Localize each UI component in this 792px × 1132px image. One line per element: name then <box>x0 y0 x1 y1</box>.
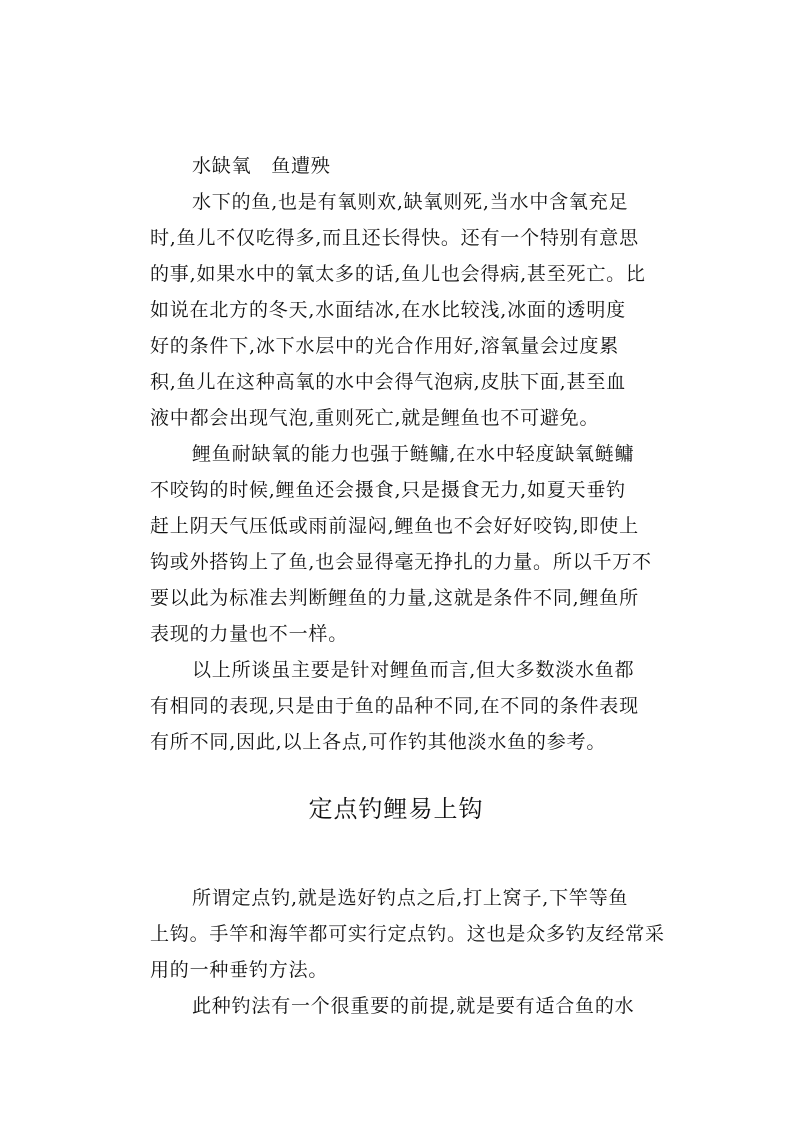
paragraph-line: 上钩。手竿和海竿都可实行定点钓。这也是众多钓友经常采 <box>150 923 665 945</box>
paragraph-line: 用的一种垂钓方法。 <box>150 959 329 981</box>
paragraph-line: 表现的力量也不一样。 <box>150 623 349 645</box>
paragraph-line: 有相同的表现,只是由于鱼的品种不同,在不同的条件表现 <box>150 695 639 717</box>
paragraph-line: 所谓定点钓,就是选好钓点之后,打上窝子,下竿等鱼 <box>192 887 629 909</box>
paragraph-line: 鲤鱼耐缺氧的能力也强于鲢鳙,在水中轻度缺氧鲢鳙 <box>192 443 635 465</box>
paragraph-line: 不咬钩的时候,鲤鱼还会摄食,只是摄食无力,如夏天垂钓 <box>150 479 626 501</box>
paragraph-line: 赶上阴天气压低或雨前湿闷,鲤鱼也不会好好咬钩,即使上 <box>150 515 639 537</box>
paragraph-line: 好的条件下,冰下水层中的光合作用好,溶氧量会过度累 <box>150 335 620 357</box>
paragraph-line: 的事,如果水中的氧太多的话,鱼儿也会得病,甚至死亡。比 <box>150 263 646 285</box>
paragraph-line: 液中都会出现气泡,重则死亡,就是鲤鱼也不可避免。 <box>150 407 600 429</box>
paragraph-line: 如说在北方的冬天,水面结冰,在水比较浅,冰面的透明度 <box>150 299 626 321</box>
paragraph-line: 要以此为标准去判断鲤鱼的力量,这就是条件不同,鲤鱼所 <box>150 587 639 609</box>
paragraph-line: 时,鱼儿不仅吃得多,而且还长得快。还有一个特别有意思 <box>150 227 639 249</box>
paragraph-line: 钩或外搭钩上了鱼,也会显得毫无挣扎的力量。所以千万不 <box>150 551 652 573</box>
paragraph-line: 水下的鱼,也是有氧则欢,缺氧则死,当水中含氧充足 <box>192 191 629 213</box>
section-title: 定点钓鲤易上钩 <box>308 795 484 823</box>
paragraph-line: 以上所谈虽主要是针对鲤鱼而言,但大多数淡水鱼都 <box>192 659 635 681</box>
section-subtitle: 水缺氧 鱼遭殃 <box>192 155 331 177</box>
paragraph-line: 有所不同,因此,以上各点,可作钓其他淡水鱼的参考。 <box>150 731 607 753</box>
paragraph-line: 积,鱼儿在这种高氧的水中会得气泡病,皮肤下面,甚至血 <box>150 371 626 393</box>
paragraph-line: 此种钓法有一个很重要的前提,就是要有适合鱼的水 <box>192 995 635 1017</box>
